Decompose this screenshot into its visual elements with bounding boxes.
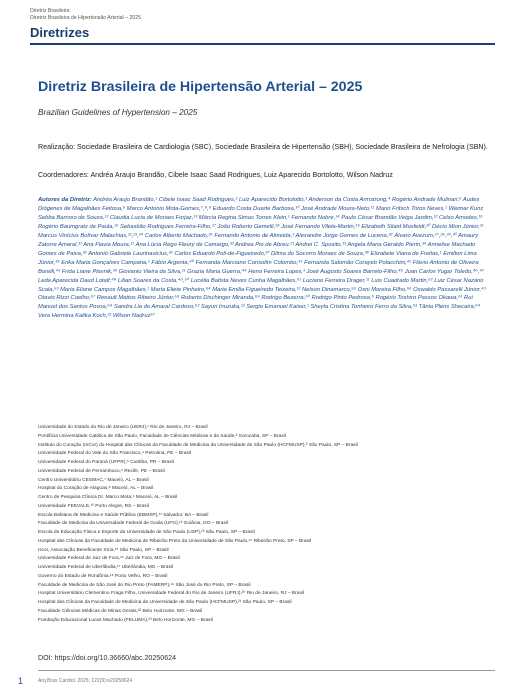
affiliation-item: Pontifícia Universidade Católica de São Paulo, Faculdade de Ciências Médicas e da Saúde,² Sorocaba, SP – Brasil bbox=[38, 433, 286, 439]
affiliation-item: Universidade FEEVALE,¹⁰ Porto Alegre, RS – Brasil bbox=[38, 503, 149, 509]
header-rule bbox=[30, 43, 495, 45]
affiliation-item: Universidade Federal de Pernambuco,⁶ Recife, PE – Brasil bbox=[38, 468, 165, 474]
coordenadores-text: Coordenadores: Andréa Araujo Brandão, Cibele Isaac Saad Rodrigues, Luiz Aparecido Bortolotto, Wilson Nadruz bbox=[38, 171, 393, 179]
affiliation-item: Hcor, Associação Beneficente Síria,¹⁵ São Paulo, SP – Brasil bbox=[38, 547, 169, 553]
affiliation-item: Centro de Pesquisa Clínica Dr. Marco Mota,⁹ Maceió, AL – Brasil bbox=[38, 495, 178, 500]
affiliation-item: Hospital do Coração de Alagoas,⁸ Maceió, AL – Brasil bbox=[38, 486, 154, 492]
affiliation-item: Hospital das Clínicas da Faculdade de Medicina de Ribeirão Preto da Universidade de São Paulo,¹⁴ Ribeirão Preto, SP – Brasil bbox=[38, 538, 312, 544]
article-title: Diretriz Brasileira de Hipertensão Arterial – 2025 bbox=[38, 79, 363, 95]
page-number: 1 bbox=[18, 676, 24, 686]
authors-block bbox=[38, 196, 493, 321]
affiliation-item: Universidade Federal de Uberlândia,¹⁷ Uberlândia, MG – Brasil bbox=[38, 565, 174, 570]
authors-label: Autores da Diretriz: bbox=[38, 197, 92, 203]
affiliation-item: Fundação Educacional Lucas Machado (FELUMA),²³ Belo Horizonte, MG – Brasil bbox=[38, 617, 213, 623]
journal-reference: Arq Bras Cardiol. 2025; 122(9):e20250624 bbox=[38, 678, 133, 684]
affiliation-item: Universidade Federal do Paraná (UFPR),⁵ Curitiba, PR – Brasil bbox=[38, 460, 174, 465]
affiliation-item: Escola de Educação Física e Esporte da Universidade de São Paulo (USP),¹³ São Paulo, SP – Brasil bbox=[38, 530, 255, 535]
affiliation-item: Escola Bahiana de Medicina e Saúde Pública (EBMSP),¹¹ Salvador, BA – Brasil bbox=[38, 512, 209, 518]
affiliation-item: Governo do Estado de Rondônia,¹⁸ Porto Velho, RO – Brasil bbox=[38, 573, 168, 579]
affiliation-item: Instituto do Coração (InCor) do Hospital das Clínicas da Faculdade de Medicina da Universidade de São Paulo (HCFMUSP),³ São Paulo, SP – Brasil bbox=[38, 442, 358, 448]
header-line-2: Diretriz Brasileira de Hipertensão Arterial – 2025 bbox=[30, 14, 142, 21]
article-subtitle: Brazilian Guidelines of Hypertension – 2025 bbox=[38, 108, 198, 117]
affiliation-item: Universidade Federal do Vale do São Francisco,⁴ Petrolina, PE – Brasil bbox=[38, 451, 192, 457]
affiliation-item: Faculdade de Medicina de São José do Rio Preto (FAMERP),¹⁹ São José do Rio Preto, SP – Brasil bbox=[38, 582, 251, 588]
realizacao-text: Realização: Sociedade Brasileira de Cardiologia (SBC), Sociedade Brasileira de Hipertensão (SBH), Sociedade Brasileira de Nefrologia (SBN). bbox=[38, 143, 488, 151]
affiliations-list bbox=[38, 424, 493, 625]
authors-list: Andréa Araujo Brandão,¹ Cibele Isaac Saad Rodrigues,² Luiz Aparecido Bortolotto,³ Anderson da Costa Armstrong,⁴ Rogério Andrade Mulinari,⁵ Audes Diógenes de Magalhães Feitosa,⁶ Marco Antonio Mota-Gomes,⁷,⁸,⁹ Eduardo Costa Duarte Barbosa,¹⁰ José Andrade Moura-Neto,¹¹ Mario Fritsch Toros Neves,¹ Weimar Kunz Sebba Barroso de Souza,¹² Claudia Lucia de Moraes Forjaz,¹³ Márcia Regina Simas Torres Klein,¹ Fernando Nobre,¹⁴ Paulo César Brandão Veiga Jardim,¹² Celso Amodeo,¹⁵ Rogério Baumgratz de Paula,¹⁶ Sebastião Rodrigues Ferreira-Filho,¹⁷ João Roberto Gemelli,¹⁸ José Fernando Vilela-Martin,¹⁹ Elizabeth Silaid Muxfeldt,²⁰ Décio Mion Júnior,²¹ Marcus Vinícius Bolívar Malachias,²²,²³,²⁴ Carlos Alberto Machado,²⁵ Fernando Antonio de Almeida,² Alexandre Jorge Gomes de Lucena,²⁶ Álvaro Avezum,²⁷,²⁸,²⁹,³⁰ Amaury Zatorre Amaral,³¹ Ana Flavia Moura,¹¹ Ana Lúcia Rego Fleury de Camargo,³² Andrea Pio de Abreu,²¹ Andrei C. Sposito,³³ Angela Maria Geraldo Pierin,³⁴ Annelise Machado Gomes de Paiva,³⁵ Antonio Gabriele Laurinavicius,³⁶ Carlos Eduardo Poli-de-Figueiredo,³⁷ Dilma do Socorro Moraes de Souza,³⁸ Elizabete Viana de Freitas,¹ Emilton Lima Júnior,³⁹ Erika Maria Gonçalves Campana,¹ Fábio Argenta,⁴⁰ Fernanda Marciano Consolim Colombo,⁴¹ Fernanda Salomão Corayeb Polacchini,⁴² Flávio Antonio de Oliveira Borelli,⁴³ Frida Liane Plavnik,³⁶ Giovanio Vieira da Silva,²¹ Grazia Maria Guerra,⁴⁴ Heno Ferreira Lopes,³ José Augusto Soares Barreto-Filho,⁴⁵ Juan Carlos Yugar Toledo,⁴⁶,⁴⁷ Leda Aparecida Daud Lotaif,⁴⁸ Lilian Soares da Costa,⁴⁹,⁵⁰ Lucélia Batista Neves Cunha Magalhães,⁵¹ Luciano Ferreira Drager,²¹ Luis Cuadrado Martin,⁵² Luiz César Nazário Scala,⁵³ Maria Eliane Campos Magalhães,¹ Maria Eliete Pinheiro,⁵⁴ Maria Emilia Figueiredo Teixeira,¹² Nelson Dinamarco,⁵⁵ Osni Moreira Filho,⁵⁶ Oswaldo Passarelli Júnior,⁴³ Otavio Rizzi Coelho,⁵⁷ Renault Mattos Ribeiro Júnior,⁵⁸ Roberto Dischinger Miranda,⁵⁹ Rodrigo Bezerra,⁶⁰ Rodrigo Pinto Pedrosa,⁶ Rogério Toshiro Passos Okawa,⁶¹ Rui Manuel dos Santos Povoa,⁵⁹ Sandra Lia do Amaral Cardoso,⁶² Sayuri Inuzuka,¹² Sergio Emanuel Kaiser,¹ Sheyla Cristina Tonheiro Ferro da Silva,⁶³ Tânia Plens Shecaira,⁶⁴ Vera Hermina Kalika Koch,²¹ Wilson Nadruz⁵⁷ bbox=[38, 197, 486, 320]
affiliation-item: Faculdade Ciências Médicas de Minas Gerais,²² Belo Horizonte, MG – Brasil bbox=[38, 608, 203, 614]
affiliation-item: Universidade Federal de Juiz de Fora,¹⁶ Juiz de Fora, MG – Brasil bbox=[38, 556, 180, 562]
affiliation-item: Hospital das Clínicas da Faculdade de Medicina da Universidade de São Paulo (HCFMUSP),²¹ São Paulo, SP – Brasil bbox=[38, 600, 292, 605]
footer-rule bbox=[38, 670, 495, 671]
affiliation-item: Universidade do Estado do Rio de Janeiro (UERJ),¹ Rio de Janeiro, RJ – Brasil bbox=[38, 425, 208, 430]
section-label: Diretrizes bbox=[30, 25, 90, 41]
header-line-1: Diretriz Brasileira bbox=[30, 8, 70, 14]
doi-link[interactable]: DOI: https://doi.org/10.36660/abc.20250624 bbox=[38, 654, 177, 662]
affiliation-item: Faculdade de Medicina da Universidade Federal de Goiás (UFG),¹² Goiânia, GO – Brasil bbox=[38, 521, 229, 527]
affiliation-item: Centro Universitário CESMAC,⁷ Maceió, AL – Brasil bbox=[38, 477, 149, 483]
running-header bbox=[30, 8, 495, 45]
affiliation-item: Hospital Universitário Clementino Fraga Filho, Universidade Federal do Rio de Janeiro (UFRJ),²⁰ Rio de Janeiro, RJ – Brasil bbox=[38, 591, 305, 597]
